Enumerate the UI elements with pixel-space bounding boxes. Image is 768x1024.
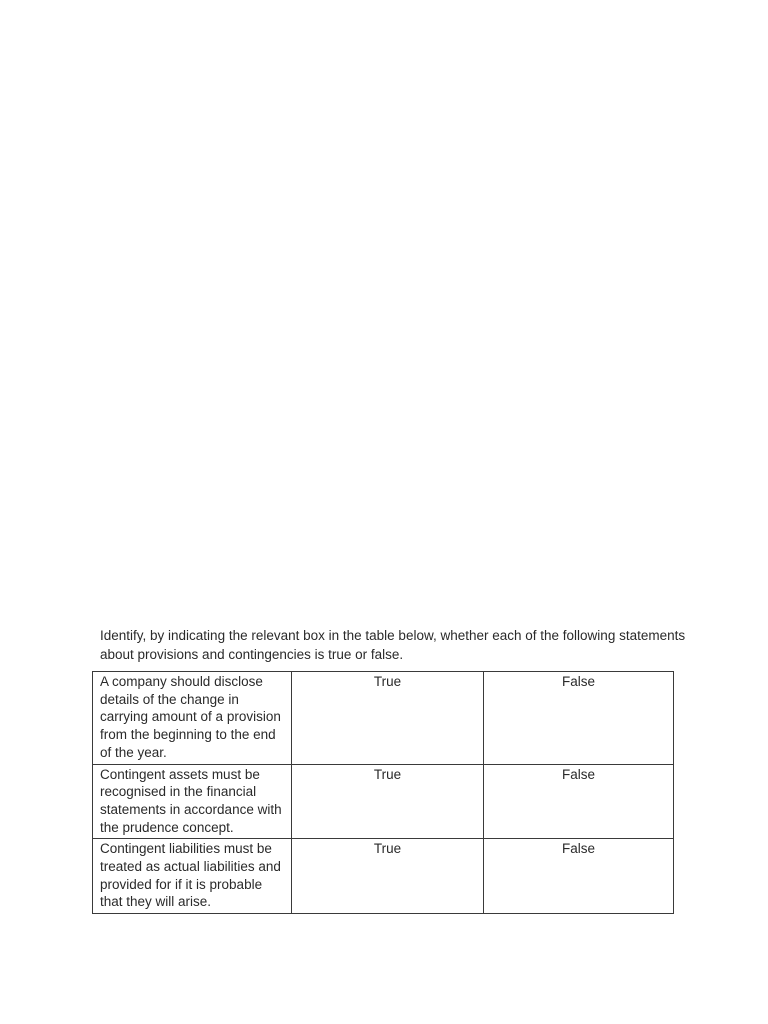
false-label: False xyxy=(561,674,595,689)
false-label: False xyxy=(561,766,595,782)
true-option-box[interactable] xyxy=(292,672,484,765)
statement-line: of the year. xyxy=(100,744,167,760)
statement-line: details of the change in xyxy=(100,691,239,707)
false-option-box[interactable] xyxy=(484,839,674,914)
true-false-table xyxy=(92,671,674,914)
true-label: True xyxy=(373,766,402,782)
statement-cell xyxy=(93,764,292,839)
table-row xyxy=(93,839,674,914)
true-option-box[interactable] xyxy=(292,839,484,914)
statement-line: that they will arise. xyxy=(100,894,212,910)
statement-line: carrying amount of a provision xyxy=(100,709,281,725)
statement-line: from the beginning to the end xyxy=(100,727,276,743)
statement-line: statements in accordance with xyxy=(100,801,282,817)
false-label: False xyxy=(561,841,595,857)
statement-line: A company should disclose xyxy=(100,674,263,689)
table-row xyxy=(93,672,674,765)
question-prompt xyxy=(100,626,710,664)
statement-line: Contingent assets must be xyxy=(100,766,260,782)
statement-line: the prudence concept. xyxy=(100,819,234,835)
statement-cell xyxy=(93,839,292,914)
true-option-box[interactable] xyxy=(292,764,484,839)
statement-line: Contingent liabilities must be xyxy=(100,841,272,857)
false-option-box[interactable] xyxy=(484,672,674,765)
question-line-1: Identify, by indicating the relevant box in the table below, whether each of the following statements xyxy=(100,628,686,643)
false-option-box[interactable] xyxy=(484,764,674,839)
question-line-2: about provisions and contingencies is true or false. xyxy=(100,647,404,662)
statement-line: provided for if it is probable xyxy=(100,876,263,892)
statement-line: recognised in the financial xyxy=(100,784,257,800)
table-row xyxy=(93,764,674,839)
true-label: True xyxy=(373,674,402,689)
statement-line: treated as actual liabilities and xyxy=(100,859,281,875)
statement-cell xyxy=(93,672,292,765)
true-label: True xyxy=(373,841,402,857)
